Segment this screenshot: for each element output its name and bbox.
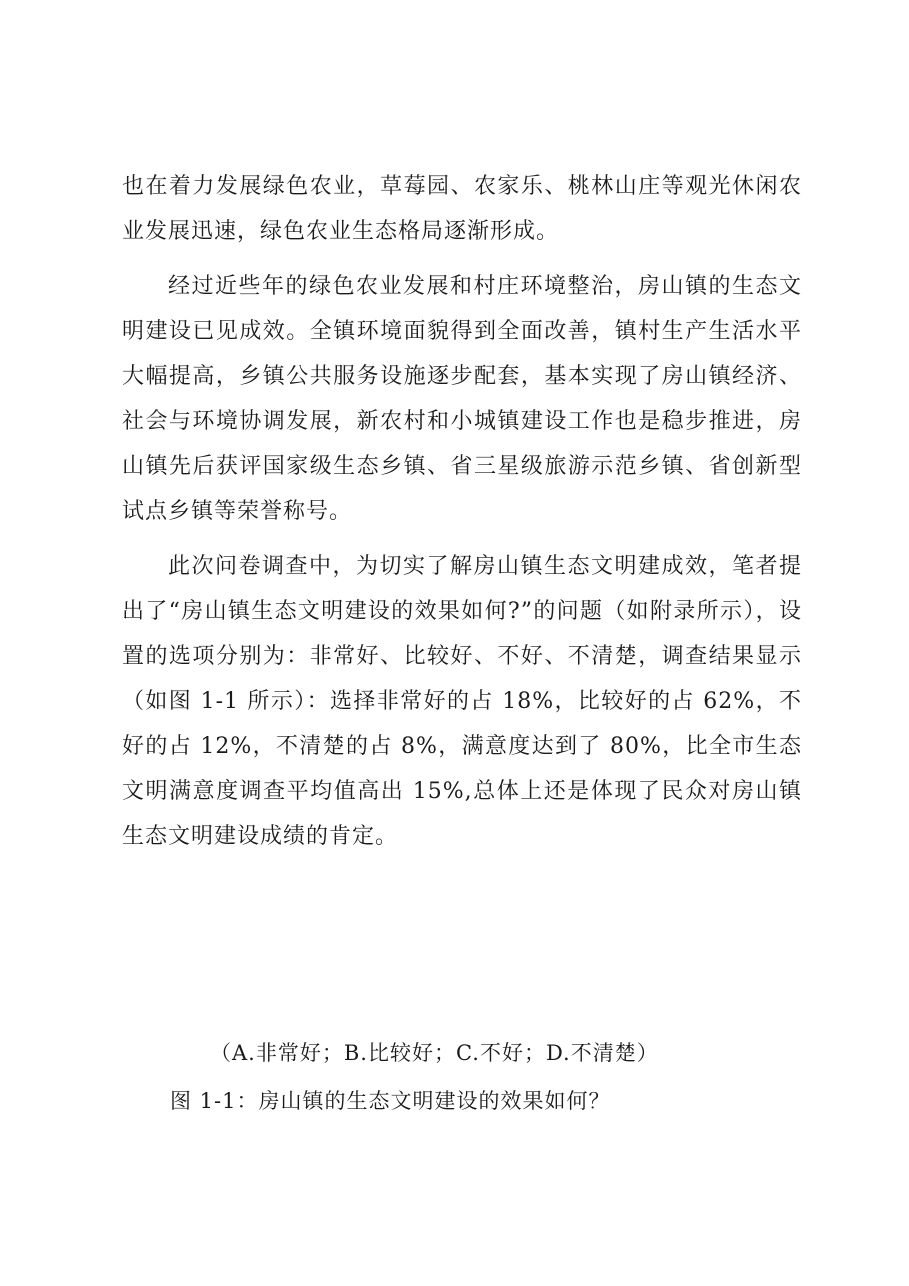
- figure-caption: 图 1-1：房山镇的生态文明建设的效果如何？: [170, 1089, 611, 1113]
- body-text: [122, 164, 802, 859]
- figure-legend: （A.非常好；B.比较好；C.不好；D.不清楚）: [210, 1041, 659, 1065]
- paragraph-3: 此次问卷调查中，为切实了解房山镇生态文明建成效，笔者提出了“房山镇生态文明建设的效果如何?”的问题（如附录所示），设置的选项分别为：非常好、比较好、不好、不清楚，调查结果显示（如图 1-1 所示）：选择非常好的占 18%，比较好的占 62%，不好的占 12%，不清楚的占 8%，满意度达到了 80%，比全市生态文明满意度调查平均值高出 15%,总体上还是体现了民众对房山镇生态文明建设成绩的肯定。: [122, 554, 802, 849]
- paragraph-2: 经过近些年的绿色农业发展和村庄环境整治，房山镇的生态文明建设已见成效。全镇环境面貌得到全面改善，镇村生产生活水平大幅提高，乡镇公共服务设施逐步配套，基本实现了房山镇经济、社会与环境协调发展，新农村和小城镇建设工作也是稳步推进，房山镇先后获评国家级生态乡镇、省三星级旅游示范乡镇、省创新型试点乡镇等荣誉称号。: [122, 274, 802, 524]
- paragraph-1: 也在着力发展绿色农业，草莓园、农家乐、桃林山庄等观光休闲农业发展迅速，绿色农业生态格局逐渐形成。: [122, 174, 802, 244]
